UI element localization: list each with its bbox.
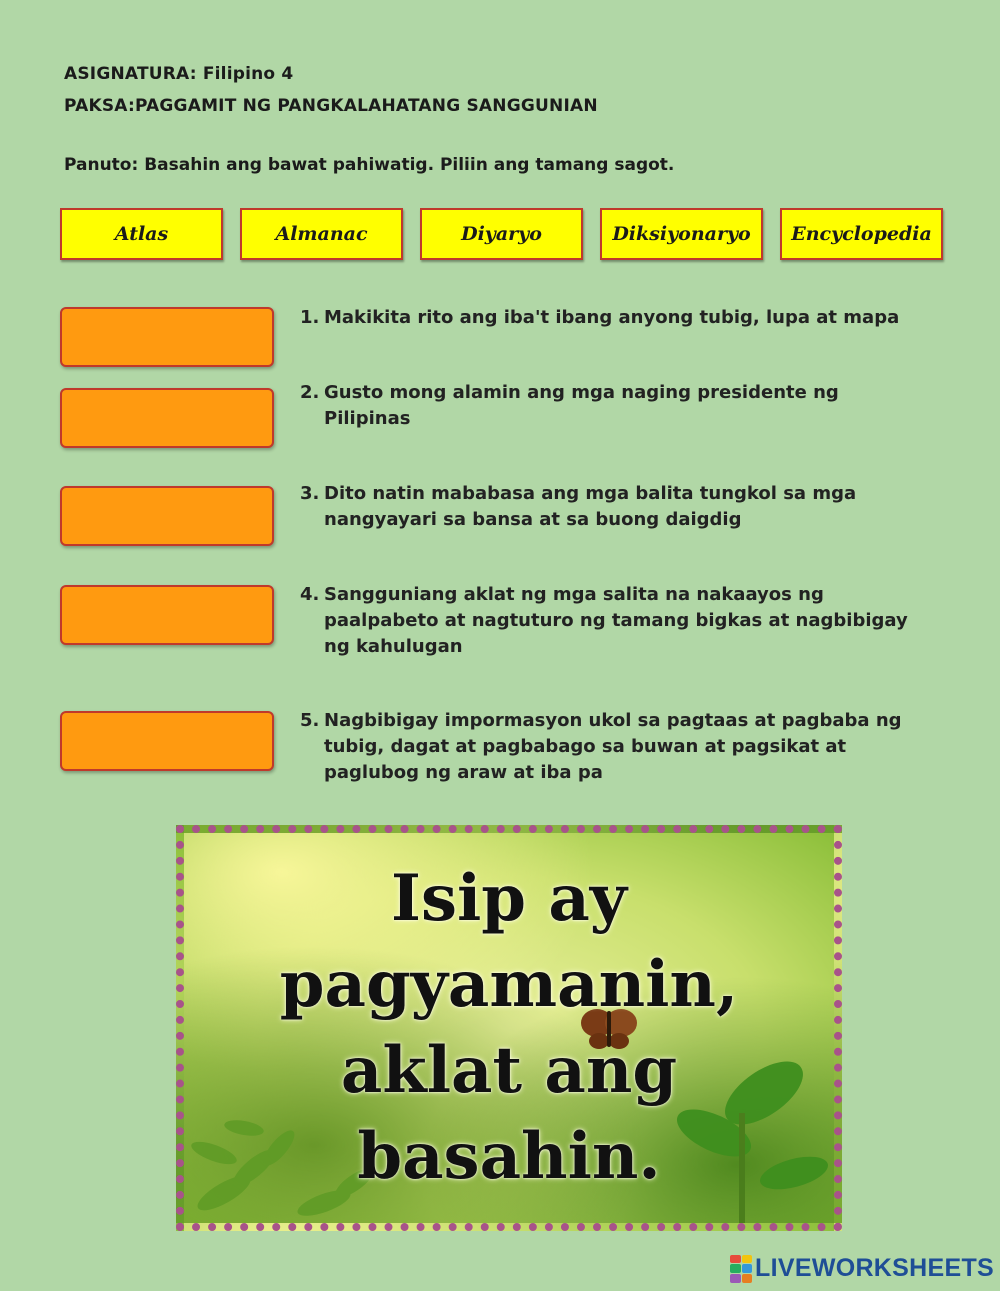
answer-drop-zone-2[interactable]: [60, 388, 274, 448]
slogan-line-1: Isip ay: [391, 861, 627, 936]
subject-heading: ASIGNATURA: Filipino 4: [64, 64, 294, 84]
liveworksheets-icon: [730, 1255, 752, 1283]
question-text: Gusto mong alamin ang mga naging presidente ng Pilipinas: [324, 382, 839, 429]
word-chip-encyclopedia[interactable]: Encyclopedia: [780, 208, 943, 260]
liveworksheets-wordmark: LIVEWORKSHEETS: [755, 1254, 994, 1282]
question-number: 4.: [300, 584, 320, 605]
question-number: 3.: [300, 483, 320, 504]
reading-slogan-poster: [176, 825, 842, 1231]
answer-drop-zone-3[interactable]: [60, 486, 274, 546]
slogan-line-4: basahin.: [357, 1119, 661, 1194]
question-3: [300, 481, 940, 533]
question-text: Dito natin mababasa ang mga balita tungkol sa mga nangyayari sa bansa at sa buong daigdig: [324, 483, 857, 530]
question-2: [300, 380, 940, 432]
slogan-text: [184, 833, 834, 1223]
question-number: 5.: [300, 710, 320, 731]
topic-heading: PAKSA:PAGGAMIT NG PANGKALAHATANG SANGGUNIAN: [64, 96, 598, 116]
question-number: 2.: [300, 382, 320, 403]
question-5: [300, 708, 940, 786]
question-text: Makikita rito ang iba't ibang anyong tubig, lupa at mapa: [324, 307, 900, 328]
liveworksheets-logo: [730, 1254, 994, 1283]
word-chip-atlas[interactable]: Atlas: [60, 208, 223, 260]
question-number: 1.: [300, 307, 320, 328]
slogan-line-2: pagyamanin,: [279, 947, 739, 1022]
slogan-line-3: aklat ang: [340, 1033, 678, 1108]
instructions-text: Panuto: Basahin ang bawat pahiwatig. Piliin ang tamang sagot.: [64, 155, 675, 175]
answer-drop-zone-5[interactable]: [60, 711, 274, 771]
word-chip-diksiyonaryo[interactable]: Diksiyonaryo: [600, 208, 763, 260]
question-text: Sangguniang aklat ng mga salita na nakaayos ng paalpabeto at nagtuturo ng tamang bigkas at nagbibigay ng kahulugan: [324, 584, 908, 657]
word-bank: [60, 208, 942, 258]
question-4: [300, 582, 940, 660]
word-chip-diyaryo[interactable]: Diyaryo: [420, 208, 583, 260]
question-1: [300, 305, 940, 331]
answer-drop-zone-4[interactable]: [60, 585, 274, 645]
word-chip-almanac[interactable]: Almanac: [240, 208, 403, 260]
question-text: Nagbibigay impormasyon ukol sa pagtaas at pagbaba ng tubig, dagat at pagbabago sa buwan at pagsikat at paglubog ng araw at iba pa: [324, 710, 902, 783]
answer-drop-zone-1[interactable]: [60, 307, 274, 367]
